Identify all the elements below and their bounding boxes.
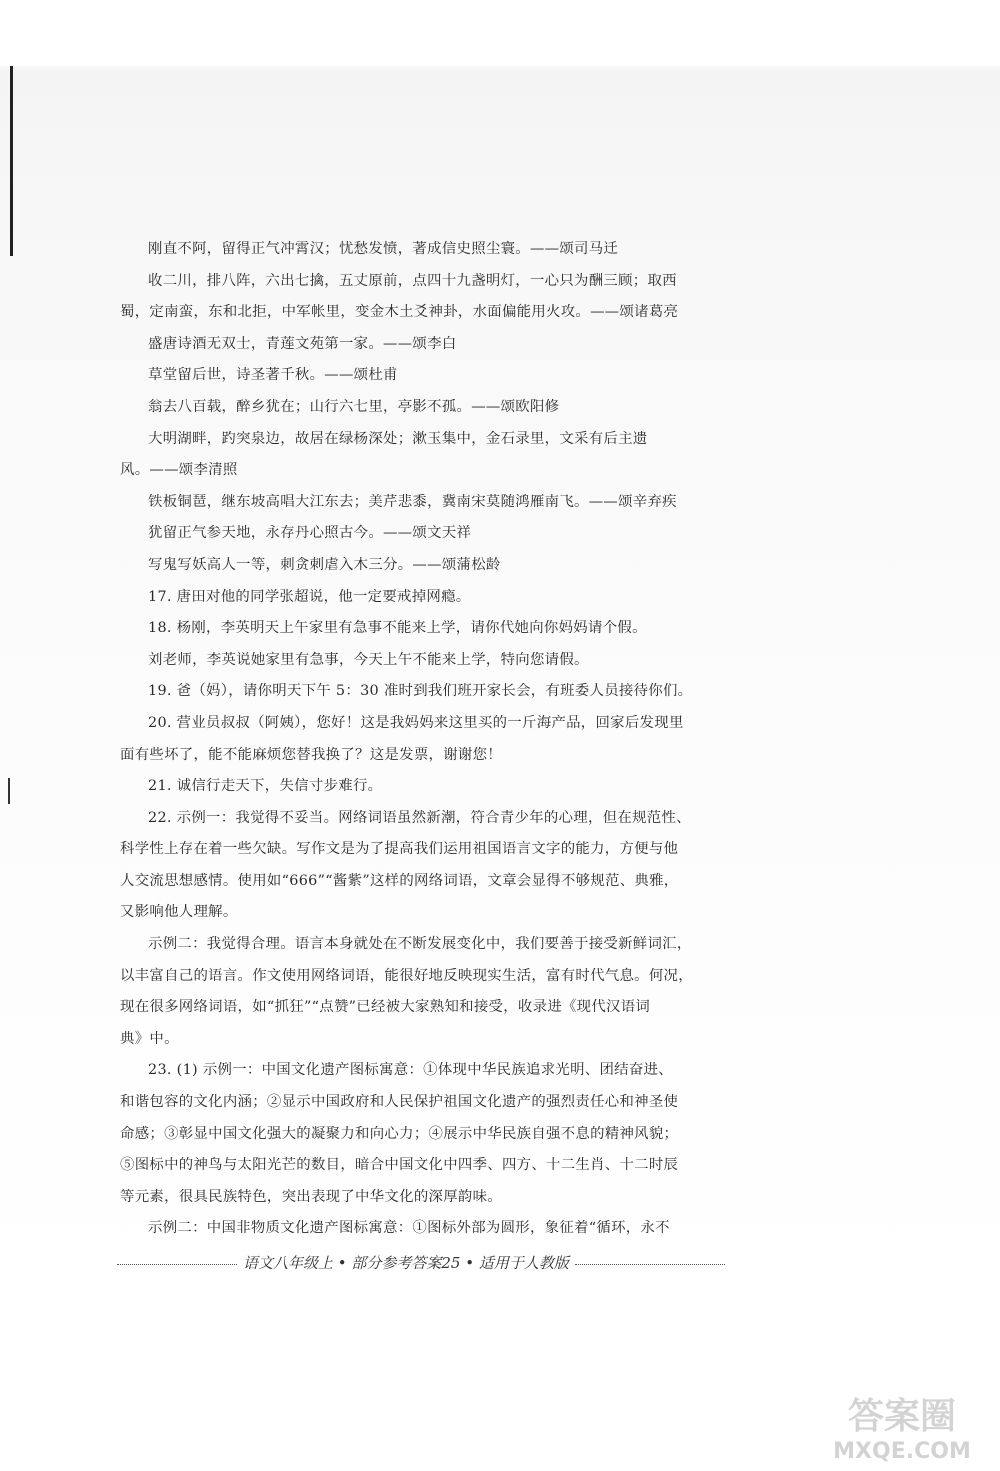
text-line: 18. 杨刚，李英明天上午家里有急事不能来上学，请你代她向你妈妈请个假。 [148,620,647,637]
text-line: 示例二：中国非物质文化遗产图标寓意：①图标外部为圆形，象征着“循环，永不 [148,1220,670,1237]
text-line: 17. 唐田对他的同学张超说，他一定要戒掉网瘾。 [148,588,471,605]
text-line: 盛唐诗酒无双士，青莲文苑第一家。——颂李白 [148,335,457,352]
text-line: 21. 诚信行走天下，失信寸步难行。 [148,778,383,795]
text-line: 犹留正气参天地，永存丹心照古今。——颂文天祥 [148,525,472,542]
text-line: 19. 爸（妈），请你明天下午 5：30 准时到我们班开家长会，有班委人员接待你们。 [148,683,693,700]
watermark-site-text: MXQE.COM [833,1439,971,1464]
footer-dotted-rule-right [575,1264,725,1265]
text-line: 翁去八百载，醉乡犹在；山行六七里，亭影不孤。——颂欧阳修 [148,398,560,415]
footer-text: 语文八年级上 • 部分参考答案25 • 适用于人教版 [243,1253,569,1272]
text-line: 风。——颂李清照 [120,462,238,479]
text-line: 23. (1) 示例一：中国文化遗产图标寓意：①体现中华民族追求光明、团结奋进、 [148,1062,673,1079]
text-line: 人交流思想感情。使用如“666”“酱紫”这样的网络词语，文章会显得不够规范、典雅， [120,872,679,889]
text-line: 现在很多网络词语，如“抓狂”“点赞”已经被大家熟知和接受，收录进《现代汉语词 [120,999,651,1016]
scan-edge-mark [10,66,13,256]
watermark-logo [812,1388,992,1464]
watermark-logo-text: 答案圈 [847,1396,957,1437]
text-line: 大明湖畔，趵突泉边，故居在绿杨深处；漱玉集中，金石录里，文采有后主遗 [148,430,648,447]
text-line: 以丰富自己的语言。作文使用网络词语，能很好地反映现实生活，富有时代气息。何况， [120,967,693,984]
text-line: 又影响他人理解。 [120,904,238,921]
text-line: 示例二：我觉得合理。语言本身就处在不断发展变化中，我们要善于接受新鲜词汇， [148,936,692,953]
text-line: 典》中。 [120,1030,179,1047]
text-line: 刘老师，李英说她家里有急事，今天上午不能来上学，特向您请假。 [148,651,589,668]
text-line: 写鬼写妖高人一等，刺贪刺虐入木三分。——颂蒲松龄 [148,556,501,573]
text-line: 面有些坏了，能不能麻烦您替我换了？这是发票，谢谢您！ [120,746,502,763]
text-line: 收二川，排八阵，六出七擒，五丈原前，点四十九盏明灯，一心只为酬三顾；取西 [148,272,677,289]
text-line: 铁板铜琶，继东坡高唱大江东去；美芹悲黍，冀南宋莫随鸿雁南飞。——颂辛弃疾 [148,493,677,510]
scan-side-mark [8,778,10,804]
answer-text-body [120,234,760,1245]
text-line: 和谐包容的文化内涵；②显示中国政府和人民保护祖国文化遗产的强烈责任心和神圣使 [120,1094,679,1111]
text-line: 等元素，很具民族特色，突出表现了中华文化的深厚韵味。 [120,1188,502,1205]
page-footer [117,1250,757,1274]
text-line: 22. 示例一：我觉得不妥当。网络词语虽然新潮，符合青少年的心理，但在规范性、 [148,809,691,826]
text-line: 科学性上存在着一些欠缺。写作文是为了提高我们运用祖国语言文字的能力，方便与他 [120,841,679,858]
text-line: ⑤图标中的神鸟与太阳光芒的数目，暗合中国文化中四季、四方、十二生肖、十二时辰 [120,1157,679,1174]
text-line: 刚直不阿，留得正气冲霄汉；忧愁发愤，著成信史照尘寰。——颂司马迁 [148,241,619,257]
text-line: 20. 营业员叔叔（阿姨），您好！这是我妈妈来这里买的一斤海产品，回家后发现里 [148,714,684,731]
text-line: 草堂留后世，诗圣著千秋。——颂杜甫 [148,367,398,384]
scan-top-margin [0,0,1000,66]
footer-dotted-rule-left [117,1264,237,1265]
text-line: 蜀，定南蛮，东和北拒，中军帐里，变金木土爻神卦，水面偏能用火攻。——颂诸葛亮 [120,304,679,321]
text-line: 命感；③彰显中国文化强大的凝聚力和向心力；④展示中华民族自强不息的精神风貌； [120,1125,679,1142]
